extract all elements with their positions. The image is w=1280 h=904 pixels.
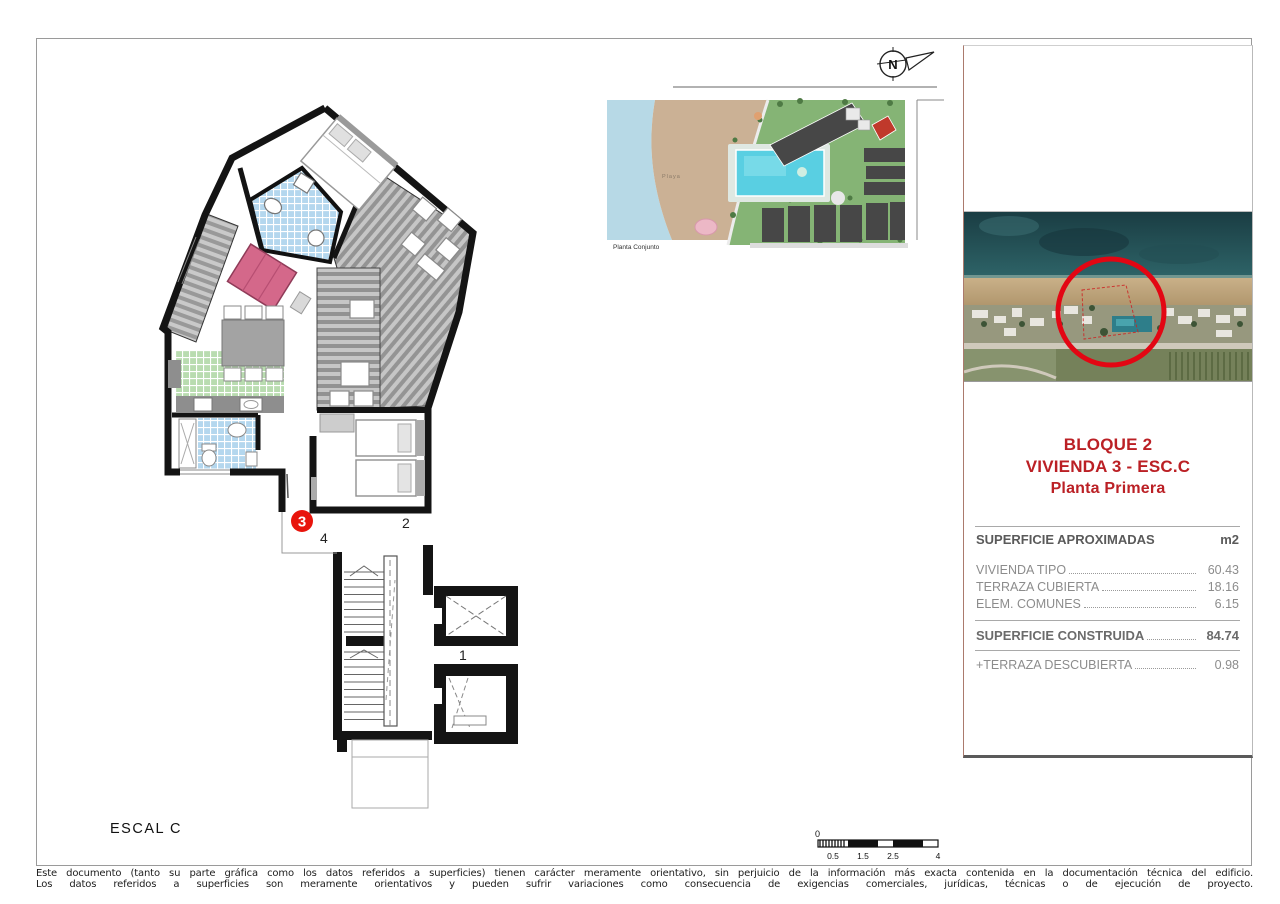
panel-title-block bbox=[964, 434, 1252, 500]
total-value: 84.74 bbox=[1206, 628, 1239, 643]
dining-set bbox=[222, 306, 284, 381]
north-letter: N bbox=[888, 57, 898, 72]
aerial-photo bbox=[964, 212, 1252, 382]
row-value: 18.16 bbox=[1207, 579, 1239, 594]
dot-leader bbox=[1147, 639, 1196, 640]
table-row bbox=[975, 561, 1240, 578]
panel-blank-area bbox=[964, 46, 1252, 212]
room-label-1: 1 bbox=[459, 647, 467, 663]
total-label: SUPERFICIE CONSTRUIDA bbox=[976, 628, 1145, 643]
building-block-bottom bbox=[762, 202, 905, 242]
bedroom2-furniture bbox=[320, 414, 425, 496]
escal-label: ESCAL C bbox=[110, 821, 183, 837]
north-arrow-icon bbox=[877, 47, 934, 81]
elevator-1 bbox=[434, 586, 518, 646]
floor-plan bbox=[36, 60, 566, 860]
plaza bbox=[831, 191, 845, 205]
spa-pool bbox=[695, 219, 717, 235]
disclaimer-line1: Este documento (tanto su parte gráfica como los datos referidos a superficies) tienen carácter meramente orientativo, sin perjuicio de la información más exacta contenida en la documentación técnica del edificio. bbox=[36, 868, 1253, 879]
surface-header-label: SUPERFICIE APROXIMADAS bbox=[976, 532, 1155, 547]
table-row bbox=[975, 578, 1240, 595]
title-planta: Planta Primera bbox=[1050, 480, 1166, 497]
beach-label: Playa bbox=[662, 174, 681, 180]
covered-terrace-floor bbox=[317, 268, 380, 410]
row-value: 6.15 bbox=[1214, 596, 1239, 611]
scale-bar bbox=[806, 826, 956, 864]
scale-zero: 0 bbox=[815, 829, 821, 839]
site-plan-caption: Planta Conjunto bbox=[613, 244, 660, 251]
elevator-2 bbox=[434, 664, 518, 744]
site-plan bbox=[598, 40, 952, 260]
coffee-table bbox=[290, 292, 311, 314]
dot-leader bbox=[1102, 590, 1196, 591]
row-value: 60.43 bbox=[1207, 562, 1239, 577]
surface-unit-label: m2 bbox=[1220, 532, 1239, 547]
scale-tick-15: 1.5 bbox=[857, 851, 869, 861]
coastal-road bbox=[964, 343, 1252, 349]
table-extra-row bbox=[975, 651, 1240, 679]
stair-core bbox=[333, 545, 433, 752]
disclaimer bbox=[36, 869, 1253, 890]
dot-leader bbox=[1135, 668, 1196, 669]
entrance-porch bbox=[352, 740, 428, 808]
title-vivienda: VIVIENDA 3 - ESC.C bbox=[1025, 457, 1191, 476]
extra-value: 0.98 bbox=[1214, 658, 1239, 672]
door-swing-line bbox=[287, 474, 288, 498]
row-label: TERRAZA CUBIERTA bbox=[976, 579, 1100, 594]
dot-leader bbox=[1084, 607, 1196, 608]
extra-label: +TERRAZA DESCUBIERTA bbox=[976, 658, 1133, 672]
umbrella bbox=[754, 112, 762, 120]
table-row bbox=[975, 595, 1240, 612]
room-label-4: 4 bbox=[320, 530, 328, 546]
info-panel bbox=[963, 45, 1253, 758]
dot-leader bbox=[1069, 573, 1196, 574]
row-label: VIVIENDA TIPO bbox=[976, 562, 1067, 577]
surface-table bbox=[975, 526, 1240, 679]
building-block-right bbox=[864, 148, 905, 195]
room-label-2: 2 bbox=[402, 515, 410, 531]
scale-tick-25: 2.5 bbox=[887, 851, 899, 861]
scale-tick-05: 0.5 bbox=[827, 851, 839, 861]
table-total-row bbox=[975, 621, 1240, 650]
disclaimer-line2: Los datos referidos a superficies son meramente orientativos y pueden sufrir variaciones como consecuencia de exigencias comerciales, jurídicas, técnicas o de ejecución de proyecto. bbox=[36, 878, 1253, 890]
unit-marker-number: 3 bbox=[297, 513, 307, 531]
door-jamb bbox=[311, 477, 317, 500]
row-label: ELEM. COMUNES bbox=[976, 596, 1081, 611]
title-bloque: BLOQUE 2 bbox=[1063, 435, 1153, 454]
surface-table-header bbox=[975, 527, 1240, 561]
beach-sand bbox=[964, 278, 1252, 305]
scale-tick-4: 4 bbox=[935, 851, 941, 861]
south-road bbox=[750, 243, 908, 248]
